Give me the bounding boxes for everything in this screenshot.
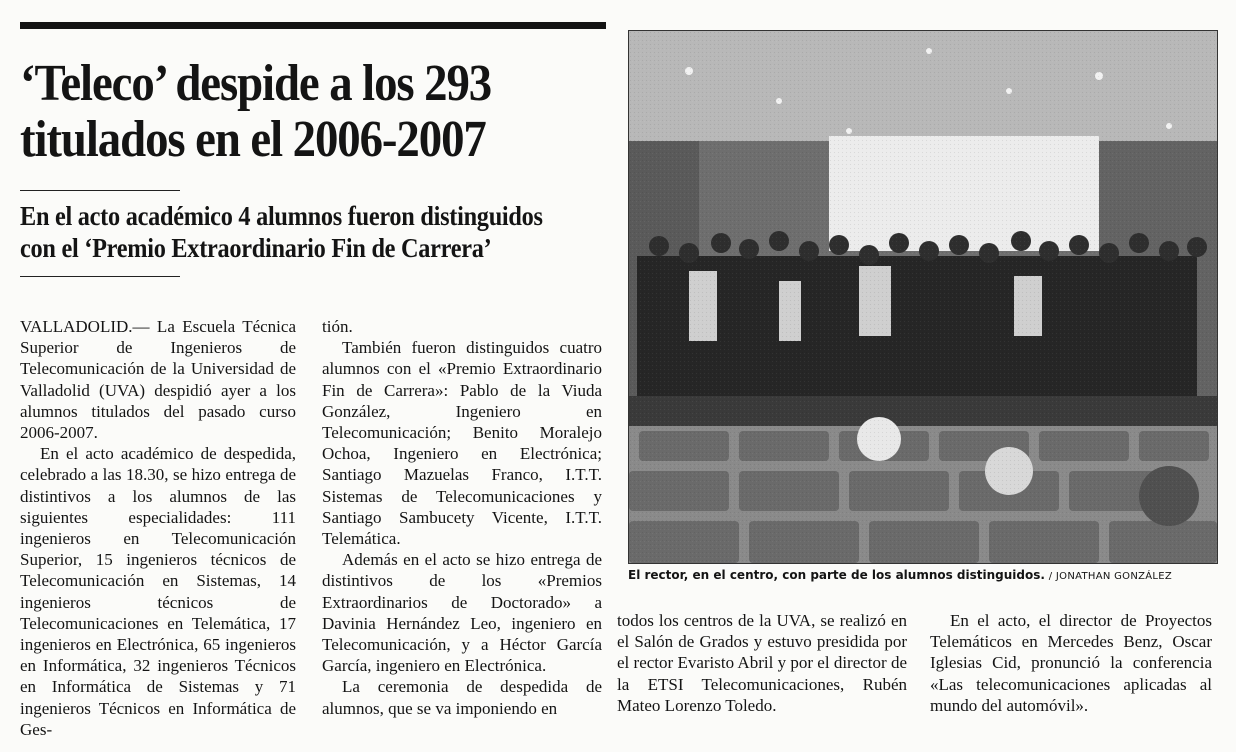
subhead-line-1: En el acto académico 4 alumnos fueron distinguidos: [20, 201, 543, 231]
paragraph: En el acto, el director de Proyectos Telemáticos en Mercedes Benz, Oscar Iglesias Cid, pronunció la conferencia «Las telecomunicaciones aplicadas al mundo del automóvil».: [930, 611, 1212, 715]
caption-text: El rector, en el centro, con parte de los alumnos distinguidos.: [628, 568, 1045, 582]
headline-line-2: titulados en el 2006-2007: [20, 111, 486, 168]
paragraph: Además en el acto se hizo entrega de distintivos de los «Premios Extraordinarios de Doctorado» a Davinia Hernández Leo, ingeniero en Telecomunicación, y a Héctor García García, ingeniero en Electrónica.: [322, 550, 602, 676]
article-column-3: [617, 610, 907, 716]
headline: [20, 56, 560, 168]
article-column-2: [322, 316, 602, 719]
paragraph: También fueron distinguidos cuatro alumnos con el «Premio Extraordinario Fin de Carrera»: Pablo de la Viuda González, Ingeniero en Telecomunicación; Benito Moralejo Ochoa, Ingeniero en Electrónica; Santiago Mazuelas Franco, I.T.T. Sistemas de Telecomunicaciones y Santiago Sambucety Vicente, I.T.T. Telemática.: [322, 338, 602, 549]
headline-line-1: ‘Teleco’ despide a los 293: [20, 55, 492, 112]
news-photo: [628, 30, 1218, 564]
subheadline: [20, 200, 596, 264]
article-column-4: [930, 610, 1212, 716]
paragraph: La ceremonia de despedida de alumnos, que se va imponiendo en: [322, 677, 602, 718]
subhead-rule-bottom: [20, 276, 180, 277]
photo-illustration: [629, 31, 1217, 563]
paragraph: En el acto académico de despedida, celebrado a las 18.30, se hizo entrega de distintivos a los alumnos de las siguientes especialidades: 111 ingenieros en Telecomunicación Superior, 15 ingenieros técnicos de Telecomunicación en Sistemas, 14 ingenieros técnicos de Telecomunicaciones en Telemática, 17 ingenieros en Electrónica, 65 ingenieros en Informática, 32 ingenieros Técnicos en Informática de Sistemas y 71 ingenieros Técnicos en Informática de Ges-: [20, 444, 296, 739]
subhead-line-2: con el ‘Premio Extraordinario Fin de Carrera’: [20, 233, 492, 263]
photo-caption: [628, 568, 1228, 582]
paragraph: tión.: [322, 317, 353, 336]
article-column-1: [20, 316, 296, 740]
paragraph: VALLADOLID.— La Escuela Técnica Superior de Ingenieros de Telecomunicación de la Universidad de Valladolid (UVA) despidió ayer a los alumnos titulados del pasado curso 2006-2007.: [20, 317, 296, 443]
top-rule: [20, 22, 606, 29]
subhead-rule-top: [20, 190, 180, 191]
paragraph: todos los centros de la UVA, se realizó en el Salón de Grados y estuvo presidida por el rector Evaristo Abril y por el director de la ETSI Telecomunicaciones, Rubén Mateo Lorenzo Toledo.: [617, 611, 907, 715]
photo-credit: / JONATHAN GONZÁLEZ: [1048, 571, 1173, 582]
